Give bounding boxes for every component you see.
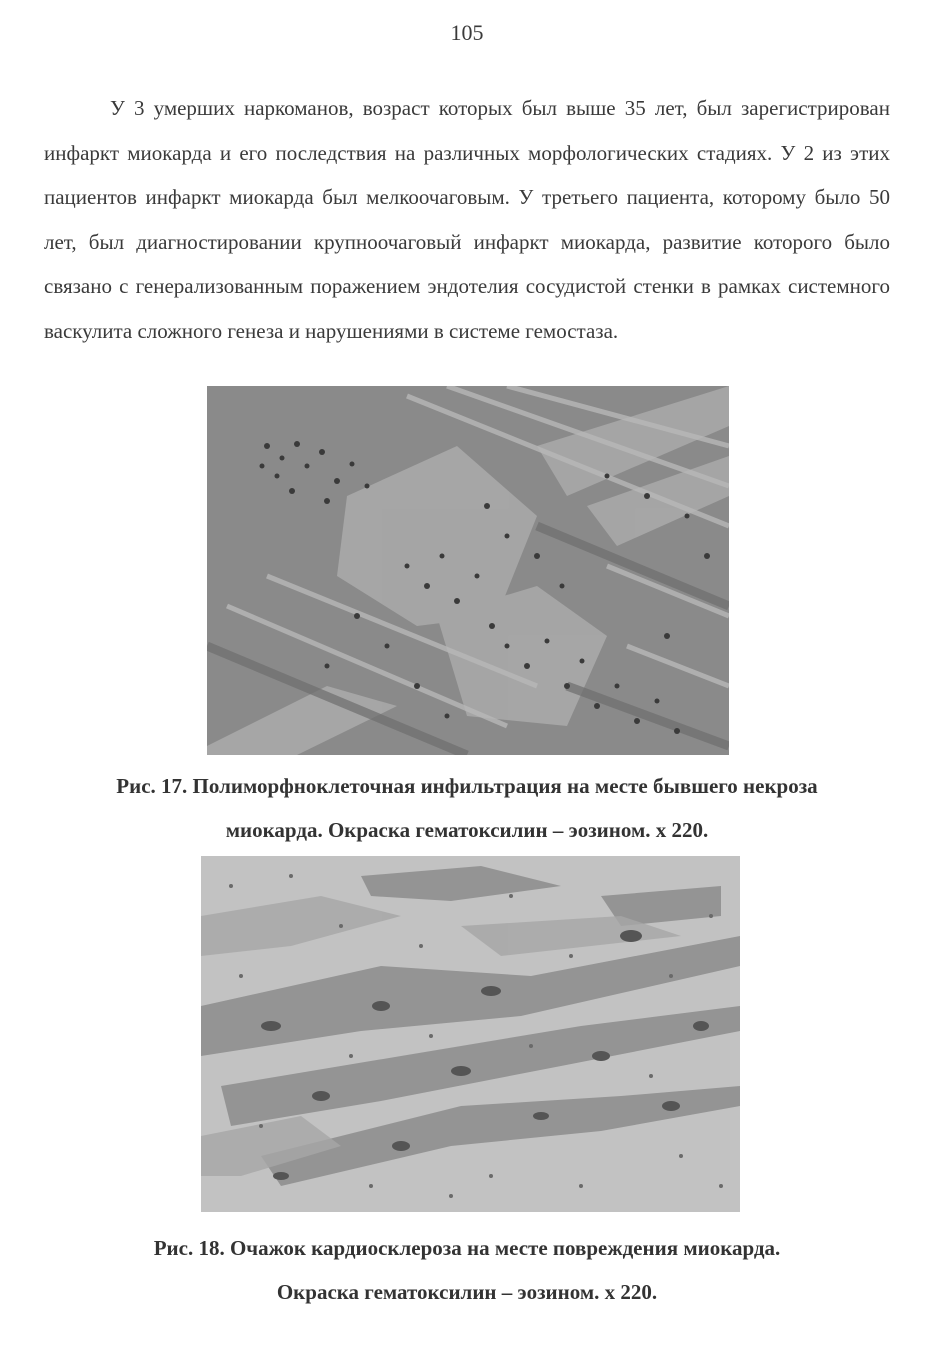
figure-17-caption bbox=[0, 764, 934, 852]
figure-17-image bbox=[207, 386, 729, 755]
micrograph-cardiosclerosis bbox=[201, 856, 740, 1212]
figure-17-caption-line-2: миокарда. Окраска гематоксилин – эозином. х 220. bbox=[225, 818, 709, 842]
micrograph-infiltration bbox=[207, 386, 729, 755]
page-number: 105 bbox=[450, 20, 484, 45]
body-paragraph: У 3 умерших наркоманов, возраст которых был выше 35 лет, был зарегистрирован инфаркт миокарда и его последствия на различных морфологических стадиях. У 2 из этих пациентов инфаркт миокарда был мелкоочаговым. У третьего пациента, которому было 50 лет, был диагностировании крупноочаговый инфаркт миокарда, развитие которого было связано с генерализованным поражением эндотелия сосудистой стенки в рамках системного васкулита сложного генеза и нарушениями в системе гемостаза. bbox=[44, 96, 890, 343]
figure-17-caption-line-1: Рис. 17. Полиморфноклеточная инфильтрация на месте бывшего некроза bbox=[116, 774, 818, 798]
figure-18-caption bbox=[0, 1226, 934, 1314]
figure-18-caption-line-2: Окраска гематоксилин – эозином. х 220. bbox=[276, 1280, 658, 1304]
figure-18-image bbox=[201, 856, 740, 1212]
figure-18-caption-line-1: Рис. 18. Очажок кардиосклероза на месте повреждения миокарда. bbox=[153, 1236, 781, 1260]
